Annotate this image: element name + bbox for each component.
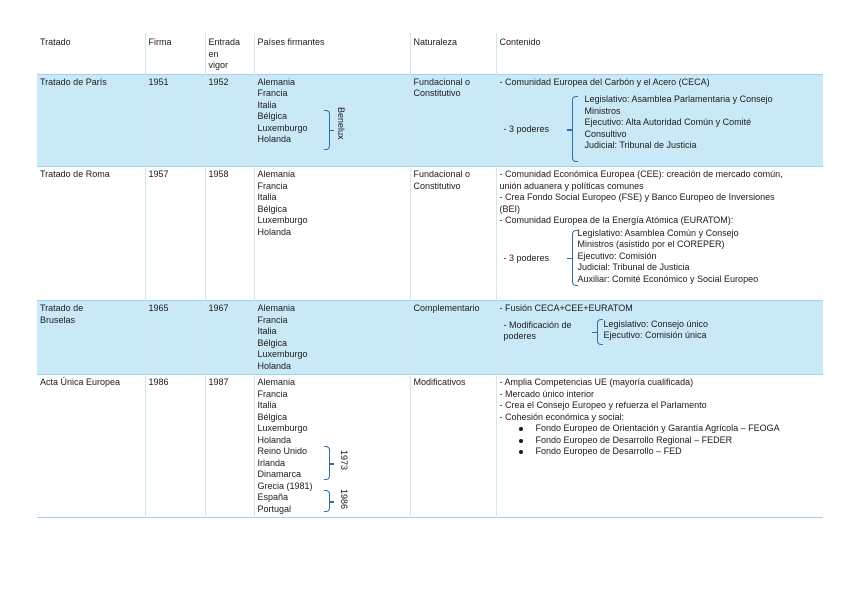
firma-cell: 1986 (145, 375, 205, 518)
benelux-label: Benelux (336, 106, 346, 140)
powers-block (500, 228, 821, 288)
contenido-cell: - Amplia Competencias UE (mayoría cualificada) - Mercado único interior - Crea el Consejo Europeo y refuerza el Parlamento - Cohesión económica y social: Fondo Europeo de Orientación y Garantía Agrícola – FEOGA Fondo Europeo de Desarrollo Regional – FEDER Fondo Europeo de Desarrollo – FED (496, 375, 823, 518)
naturaleza-cell: Fundacional o Constitutivo (410, 167, 496, 301)
label-1973: 1973 (339, 450, 349, 471)
header-entrada: Entrada en vigor (205, 33, 254, 74)
list-item: Fondo Europeo de Orientación y Garantía Agrícola – FEOGA (536, 423, 821, 435)
powers-label: - 3 poderes (503, 124, 550, 134)
powers-list: Legislativo: Consejo único Ejecutivo: Comisión única (603, 318, 709, 340)
list-item: Fondo Europeo de Desarrollo – FED (536, 446, 821, 458)
powers-brace-icon (572, 96, 578, 162)
entrada-cell: 1967 (205, 301, 254, 375)
header-firma: Firma (145, 33, 205, 74)
paises-cell: Alemania Francia Italia Bélgica Luxemburgo Holanda (254, 167, 410, 301)
header-row (37, 33, 823, 74)
header-contenido: Contenido (499, 37, 541, 47)
naturaleza-cell: Complementario (410, 301, 496, 375)
bullet-list (500, 423, 821, 458)
paises-cell (254, 375, 410, 518)
paises-cell: Alemania Francia Italia Bélgica Luxemburgo Holanda (254, 301, 410, 375)
benelux-brace-icon (324, 110, 330, 150)
header-tratado: Tratado (37, 33, 145, 74)
header-naturaleza: Naturaleza (410, 33, 496, 74)
contenido-cell: - Comunidad Económica Europea (CEE): creación de mercado común, unión aduanera y políticas comunes - Crea Fondo Social Europeo (FSE) y Banco Europeo de Inversiones (BEI) - Comunidad Europea de la Energía Atómica (EURATOM): - 3 poderes Legislativo: Asamblea Común y Consejo Ministros (asistido por el COREPER) Ejecutivo: Comisión Judicial: Tribunal de Justicia Auxiliar: Comité Económico y Social Europeo (496, 167, 823, 301)
brace-1973-icon (324, 446, 330, 480)
table-row (37, 375, 823, 518)
firma-cell: 1951 (145, 74, 205, 167)
naturaleza-cell: Modificativos (410, 375, 496, 518)
powers-label: - 3 poderes (503, 252, 550, 263)
tratado-cell: Tratado de Roma (37, 167, 145, 301)
entrada-cell: 1952 (205, 74, 254, 167)
table-row (37, 167, 823, 301)
powers-list: Legislativo: Asamblea Común y Consejo Ministros (asistido por el COREPER) Ejecutivo: Comisión Judicial: Tribunal de Justicia Auxiliar: Comité Económico y Social Europeo (577, 227, 759, 284)
country-list: Alemania Francia Italia Bélgica Luxemburgo Holanda Benelux (258, 77, 407, 146)
powers-block (500, 94, 821, 164)
tratado-cell: Acta Única Europea (37, 375, 145, 518)
powers-block (500, 317, 821, 349)
entrada-cell: 1987 (205, 375, 254, 518)
entrada-cell: 1958 (205, 167, 254, 301)
tratado-cell: Tratado de París (37, 74, 145, 167)
tratado-cell: Tratado de Bruselas (37, 301, 145, 375)
header-paises: Países firmantes (254, 33, 410, 74)
powers-brace-icon (597, 319, 603, 345)
firma-cell: 1957 (145, 167, 205, 301)
treaties-table (37, 33, 823, 518)
paises-cell (254, 74, 410, 167)
table-row (37, 301, 823, 375)
contenido-cell: - Fusión CECA+CEE+EURATOM - Modificación de poderes Legislativo: Consejo único Ejecutivo: Comisión única (496, 301, 823, 375)
label-1986: 1986 (339, 489, 349, 510)
brace-1986-icon (324, 490, 330, 512)
contenido-cell: - Comunidad Europea del Carbón y el Acero (CECA) - 3 poderes Legislativo: Asamblea Parlamentaria y Consejo Ministros Ejecutivo: Alta Autoridad Común y Comité Consultivo Judicial: Tribunal de Justicia (496, 74, 823, 167)
naturaleza-cell: Fundacional o Constitutivo (410, 74, 496, 167)
table-row (37, 74, 823, 167)
firma-cell: 1965 (145, 301, 205, 375)
powers-list: Legislativo: Asamblea Parlamentaria y Consejo Ministros Ejecutivo: Alta Autoridad Común y Comité Consultivo Judicial: Tribunal de Justicia (584, 94, 773, 150)
list-item: Fondo Europeo de Desarrollo Regional – FEDER (536, 435, 821, 447)
country-list: Alemania Francia Italia Bélgica Luxemburgo Holanda Reino Unido Irlanda Dinamarca Grecia (1981) España Portugal 1973 1986 (257, 377, 349, 514)
powers-label: - Modificación de poderes (503, 319, 572, 341)
